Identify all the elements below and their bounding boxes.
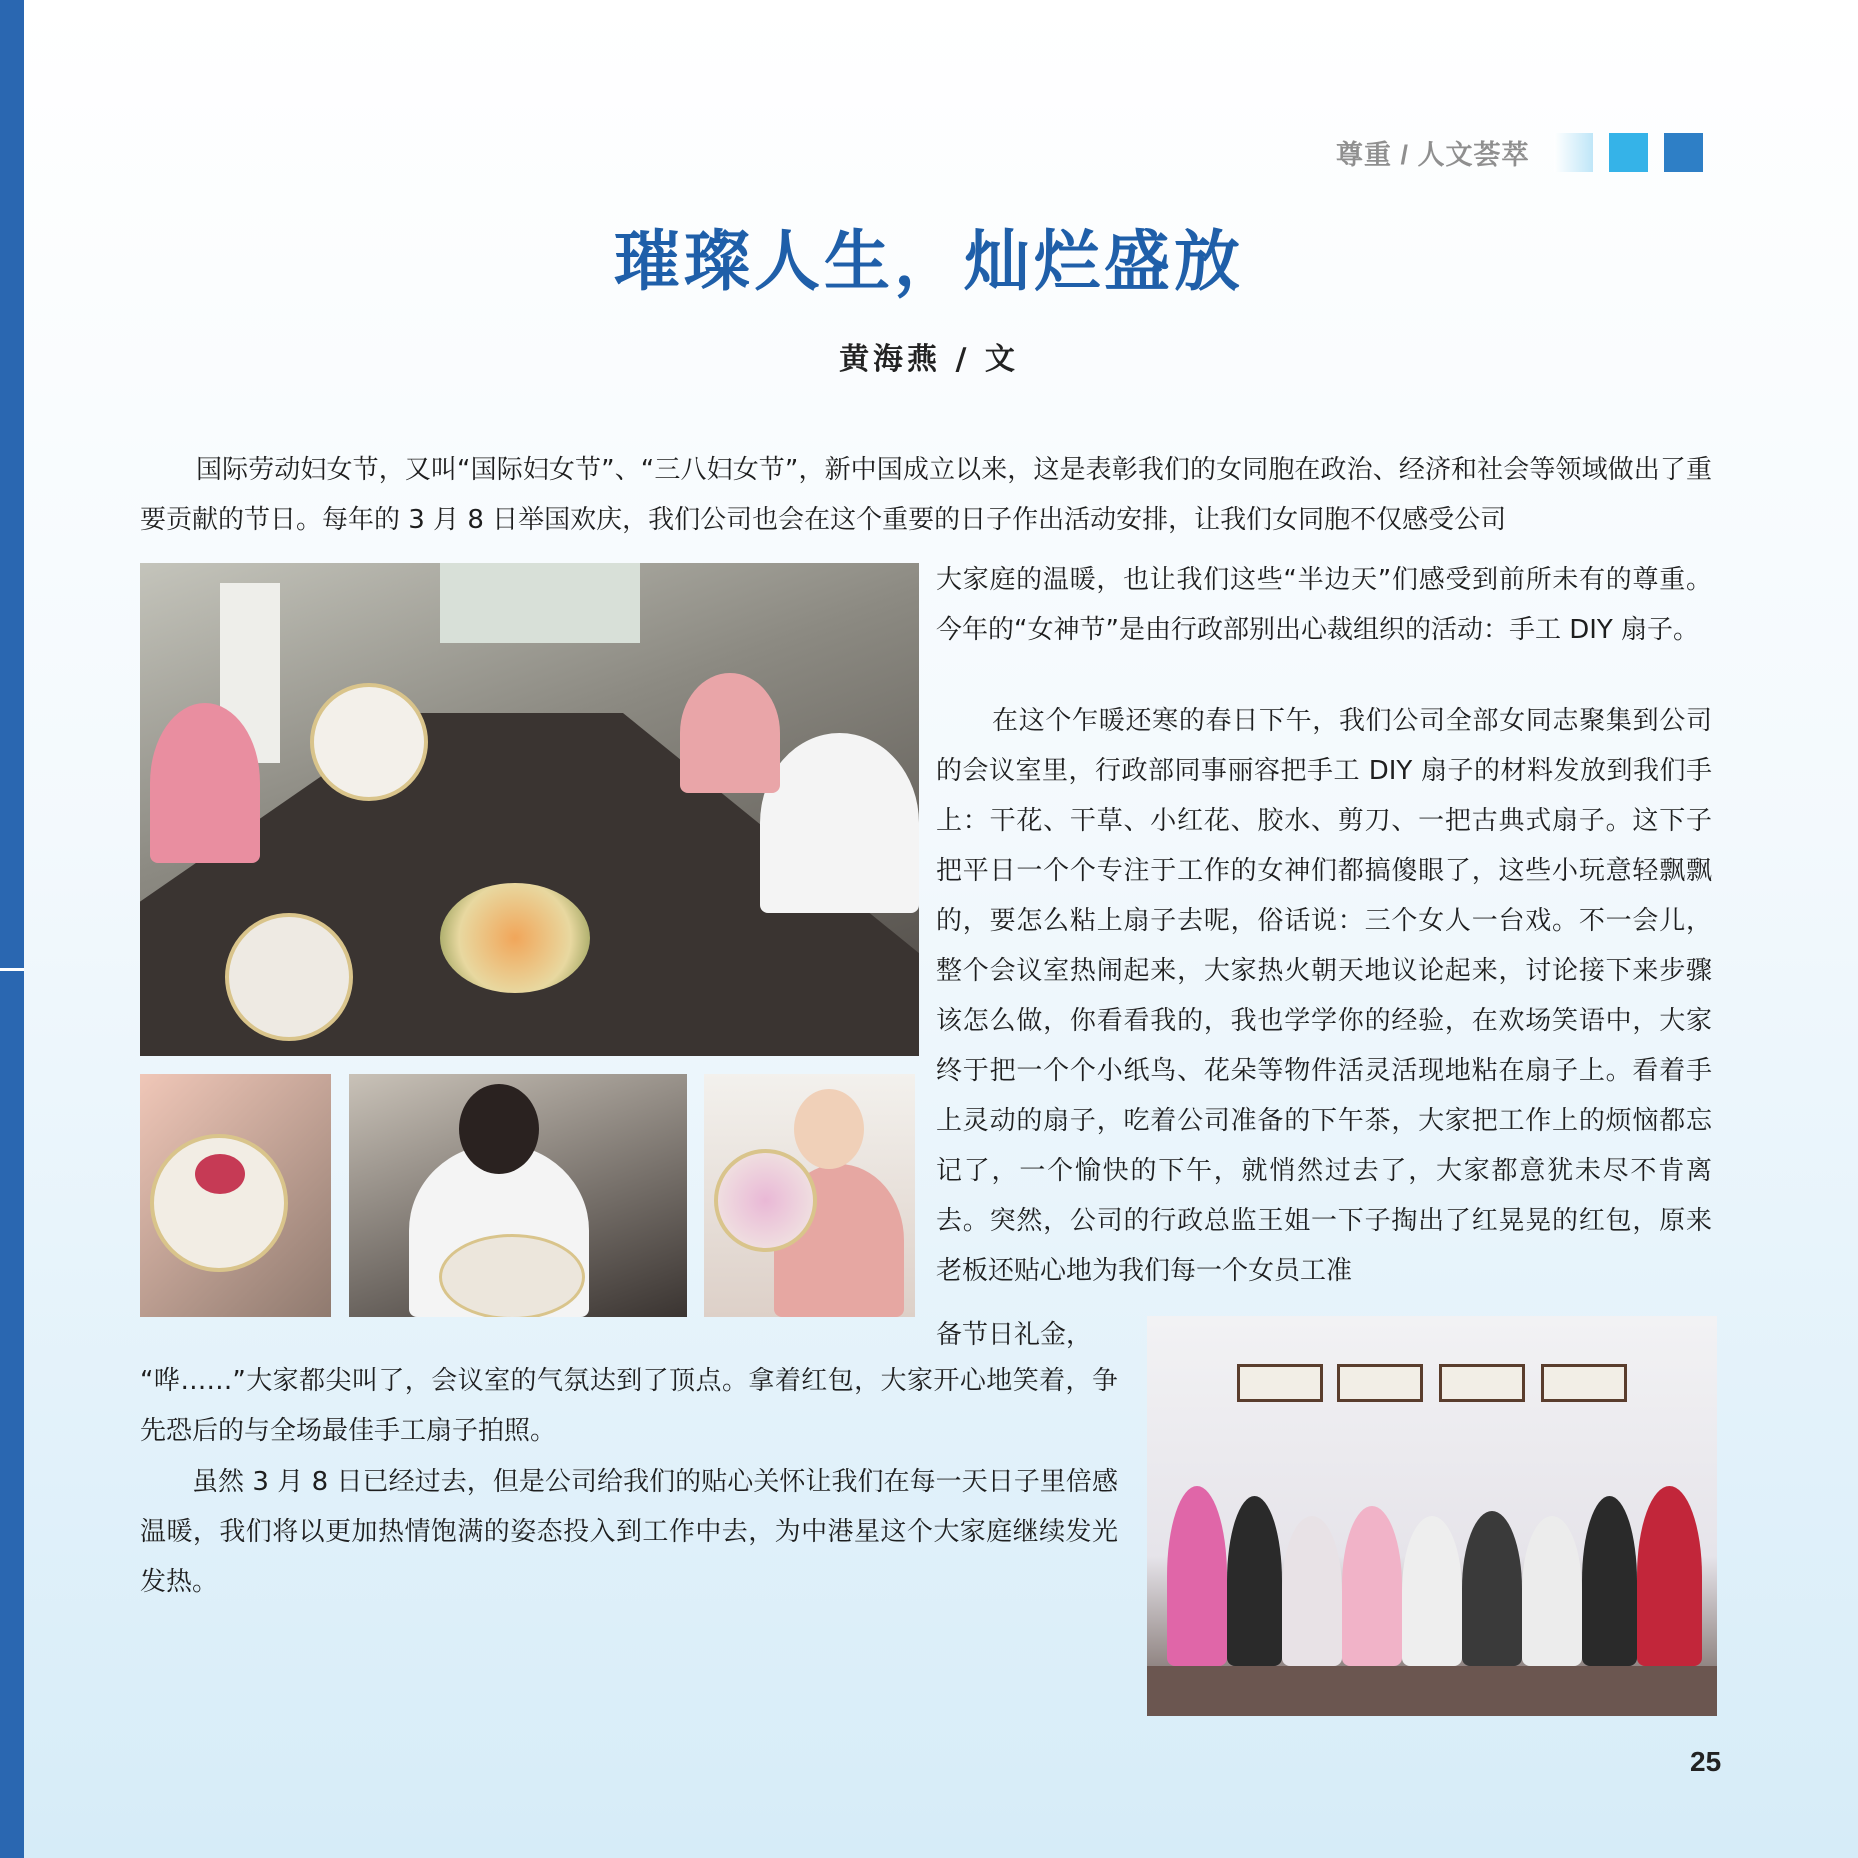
paragraph-3-end: 备节日礼金， (936, 1320, 1093, 1350)
photo-fan-closeup (140, 1074, 331, 1317)
fan-frame (439, 1234, 585, 1317)
wall-sign (1541, 1364, 1627, 1402)
floor (1147, 1666, 1717, 1716)
projector-screen (440, 563, 640, 643)
fan-frame (714, 1149, 817, 1252)
article-title: 璀璨人生，灿烂盛放 (614, 223, 1244, 300)
participant (1167, 1486, 1227, 1666)
photo-group (1147, 1316, 1717, 1716)
dried-flowers (195, 1154, 245, 1194)
participant (1402, 1516, 1462, 1666)
paragraph-2: 大家庭的温暖，也让我们这些“半边天”们感受到前所未有的尊重。今年的“女神节”是由行政部别出心裁组织的活动：手工 DIY 扇子。 (936, 565, 1712, 645)
article-author: 黄海燕 / 文 (839, 342, 1019, 377)
participant (1582, 1496, 1637, 1666)
participant (1462, 1511, 1522, 1666)
paragraph-5: 虽然 3 月 8 日已经过去，但是公司给我们的贴心关怀让我们在每一天日子里倍感温暖，我们将以更加热情饱满的姿态投入到工作中去，为中港星这个大家庭继续发光发热。 (140, 1467, 1118, 1597)
participant (1522, 1516, 1582, 1666)
participant-face (794, 1089, 864, 1169)
photo-meeting-room-diy (140, 563, 919, 1056)
page-number: 25 (1690, 1746, 1722, 1777)
participant (680, 673, 780, 793)
participant (1282, 1516, 1342, 1666)
participant (1637, 1486, 1702, 1666)
participant (1227, 1496, 1282, 1666)
flower-arrangement (440, 883, 590, 993)
left-accent-tick (0, 968, 24, 971)
header-squares (1554, 133, 1703, 172)
header-square-medium (1609, 133, 1648, 172)
paragraph-3: 在这个乍暖还寒的春日下午，我们公司全部女同志聚集到公司的会议室里，行政部同事丽容把手工 DIY 扇子的材料发放到我们手上：干花、干草、小红花、胶水、剪刀、一把古典式扇子。这下子把平日一个个专注于工作的女神们都搞傻眼了，这些小玩意轻飘飘的，要怎么粘上扇子去呢，俗话说：三个女人一台戏。不一会儿，整个会议室热闹起来，大家热火朝天地议论起来，讨论接下来步骤该怎么做，你看看我的，我也学学你的经验，在欢场笑语中，大家终于把一个个小纸鸟、花朵等物件活灵活现地粘在扇子上。看着手上灵动的扇子，吃着公司准备的下午茶，大家把工作上的烦恼都忘记了，一个愉快的下午，就悄然过去了，大家都意犹未尽不肯离去。突然，公司的行政总监王姐一下子掏出了红晃晃的红包，原来老板还贴心地为我们每一个女员工准 (936, 706, 1712, 1286)
paragraph-1: 国际劳动妇女节，又叫“国际妇女节”、“三八妇女节”，新中国成立以来，这是表彰我们的女同胞在政治、经济和社会等领域做出了重要贡献的节日。每年的 3 月 8 日举国欢庆，我们公司也会在这个重要的日子作出活动安排，让我们女同胞不仅感受公司 (140, 455, 1712, 535)
wall-sign (1237, 1364, 1323, 1402)
participant (1342, 1506, 1402, 1666)
wall-sign (1337, 1364, 1423, 1402)
photo-woman-with-fan (704, 1074, 915, 1317)
fan-frame (310, 683, 428, 801)
section-header (1336, 133, 1703, 172)
fan-frame (225, 913, 353, 1041)
paragraph-4: “哗……”大家都尖叫了，会议室的气氛达到了顶点。拿着红包，大家开心地笑着，争先恐后的与全场最佳手工扇子拍照。 (140, 1366, 1118, 1446)
participant-hair (459, 1084, 539, 1174)
header-square-light (1554, 133, 1593, 172)
section-label: 尊重 / 人文荟萃 (1336, 140, 1530, 170)
wall-sign (1439, 1364, 1525, 1402)
participant (760, 733, 919, 913)
participant (150, 703, 260, 863)
photo-woman-crafting (349, 1074, 687, 1317)
header-square-dark (1664, 133, 1703, 172)
